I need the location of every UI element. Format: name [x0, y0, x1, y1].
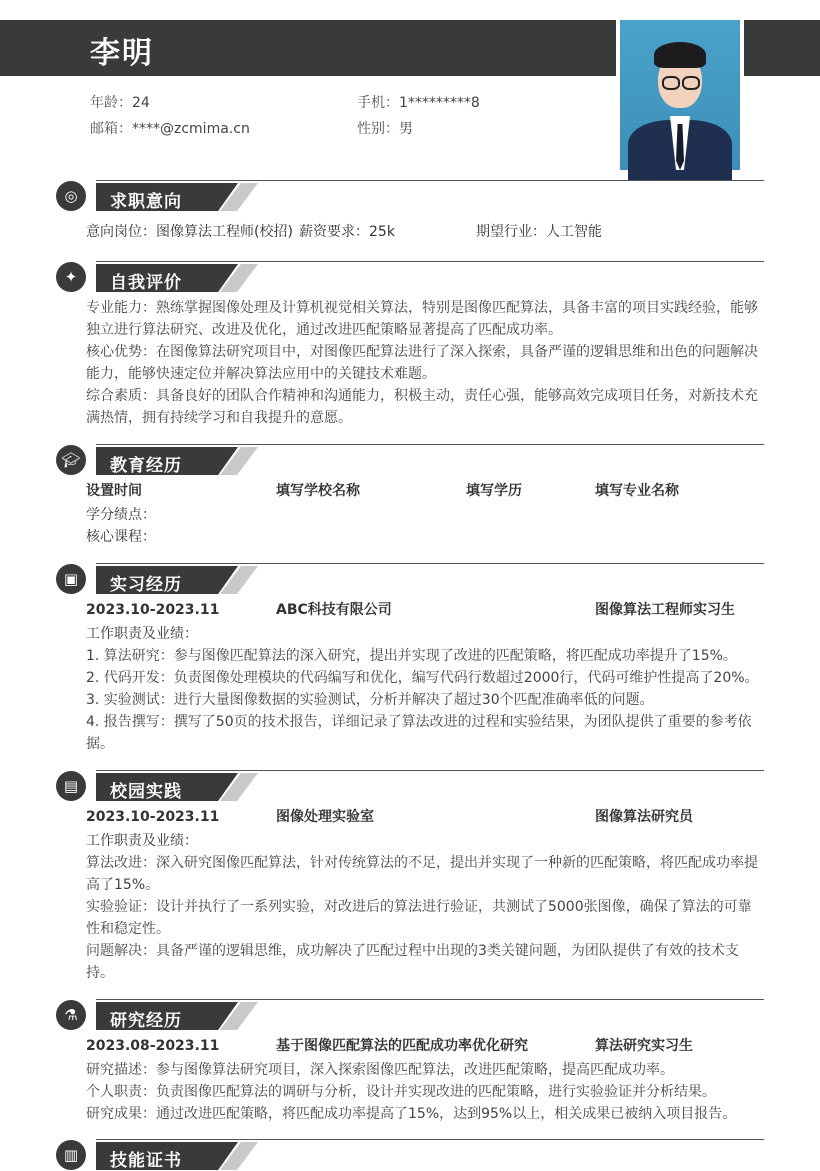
research-time: 2023.08-2023.11 — [86, 1038, 220, 1054]
intern-row — [86, 599, 764, 621]
age-info: 年龄：24 — [90, 95, 150, 111]
self-eval-3: 综合素质：具备良好的团队合作精神和沟通能力，积极主动，责任心强，能够高效完成项目任务，对新技术充满热情，拥有持续学习和自我提升的意愿。 — [86, 388, 758, 426]
section-title: 教育经历 — [110, 456, 182, 476]
campus-item-2: 实验验证：设计并执行了一系列实验，对改进后的算法进行验证，共测试了5000张图像，确保了算法的可靠性和稳定性。 — [86, 899, 752, 937]
self-eval-1: 专业能力：熟练掌握图像处理及计算机视觉相关算法，特别是图像匹配算法，具备丰富的项目实践经验，能够独立进行算法研究、改进及优化，通过改进匹配策略显著提高了匹配成功率。 — [86, 300, 758, 338]
campus-intro: 工作职责及业绩： — [86, 833, 198, 849]
campus-item-3: 问题解决：具备严谨的逻辑思维，成功解决了匹配过程中出现的3类关键问题，为团队提供了有效的技术支持。 — [86, 943, 739, 981]
research-item-1: 研究描述：参与图像算法研究项目，深入探索图像匹配算法，改进匹配策略，提高匹配成功率。 — [86, 1062, 674, 1078]
edu-row — [86, 480, 764, 502]
research-item-3: 研究成果：通过改进匹配策略，将匹配成功率提高了15%，达到95%以上，相关成果已被纳入项目报告。 — [86, 1106, 737, 1122]
intent-industry: 期望行业：人工智能 — [476, 224, 602, 240]
flask-icon: ⚗ — [56, 1000, 86, 1030]
intent-row — [86, 221, 764, 243]
edu-major: 填写专业名称 — [595, 483, 679, 499]
section-title: 研究经历 — [110, 1011, 182, 1031]
section-title: 实习经历 — [110, 575, 182, 595]
section-header-self — [56, 259, 764, 293]
intern-item-4: 4. 报告撰写：撰写了50页的技术报告，详细记录了算法改进的过程和实验结果，为团队提供了重要的参考依据。 — [86, 714, 752, 752]
edu-courses: 核心课程： — [86, 529, 156, 545]
campus-org: 图像处理实验室 — [276, 809, 374, 825]
briefcase-icon: ▣ — [56, 564, 86, 594]
header-band-right — [744, 20, 820, 76]
section-header-skills — [56, 1137, 764, 1171]
section-header-intent — [56, 178, 764, 212]
campus-time: 2023.10-2023.11 — [86, 809, 220, 825]
profile-photo — [620, 20, 740, 170]
section-header-intern — [56, 561, 764, 595]
book-icon: ▥ — [56, 1140, 86, 1170]
intern-item-2: 2. 代码开发：负责图像处理模块的代码编写和优化，编写代码行数超过2000行，代码可维护性提高了20%。 — [86, 670, 759, 686]
edu-school: 填写学校名称 — [276, 483, 360, 499]
section-header-research — [56, 997, 764, 1031]
target-icon: ◎ — [56, 181, 86, 211]
candidate-name: 李明 — [90, 36, 154, 71]
section-title: 自我评价 — [110, 273, 182, 293]
campus-row — [86, 806, 764, 828]
self-eval-2: 核心优势：在图像算法研究项目中，对图像匹配算法进行了深入探索，具备严谨的逻辑思维和出色的问题解决能力，能够快速定位并解决算法应用中的关键技术难题。 — [86, 344, 758, 382]
section-title: 求职意向 — [110, 192, 182, 212]
edu-gpa: 学分绩点： — [86, 507, 156, 523]
edu-time: 设置时间 — [86, 483, 142, 499]
intern-item-1: 1. 算法研究：参与图像匹配算法的深入研究，提出并实现了改进的匹配策略，将匹配成功率提升了15%。 — [86, 648, 737, 664]
intern-item-3: 3. 实验测试：进行大量图像数据的实验测试，分析并解决了超过30个匹配准确率低的问题。 — [86, 692, 654, 708]
intent-position: 意向岗位：图像算法工程师(校招) — [86, 224, 293, 240]
section-title: 技能证书 — [110, 1151, 182, 1171]
section-header-edu — [56, 442, 764, 476]
research-role: 算法研究实习生 — [595, 1038, 693, 1054]
graduation-cap-icon: 🎓︎ — [56, 445, 86, 475]
building-icon: ▤ — [56, 771, 86, 801]
campus-role: 图像算法研究员 — [595, 809, 693, 825]
section-title: 校园实践 — [110, 782, 182, 802]
intern-time: 2023.10-2023.11 — [86, 602, 220, 618]
edu-degree: 填写学历 — [466, 483, 522, 499]
intent-salary: 薪资要求：25k — [299, 224, 395, 240]
email-info: 邮箱：****@zcmima.cn — [90, 121, 250, 137]
research-project: 基于图像匹配算法的匹配成功率优化研究 — [276, 1038, 528, 1054]
intern-role: 图像算法工程师实习生 — [595, 602, 735, 618]
gender-info: 性别：男 — [357, 121, 413, 137]
research-item-2: 个人职责：负责图像匹配算法的调研与分析，设计并实现改进的匹配策略，进行实验验证并分析结果。 — [86, 1084, 716, 1100]
intern-company: ABC科技有限公司 — [276, 602, 392, 618]
lightbulb-icon: ✦ — [56, 262, 86, 292]
phone-info: 手机：1*********8 — [357, 95, 480, 111]
section-header-campus — [56, 768, 764, 802]
research-row — [86, 1035, 764, 1057]
intern-intro: 工作职责及业绩： — [86, 626, 198, 642]
campus-item-1: 算法改进：深入研究图像匹配算法，针对传统算法的不足，提出并实现了一种新的匹配策略，将匹配成功率提高了15%。 — [86, 855, 758, 893]
